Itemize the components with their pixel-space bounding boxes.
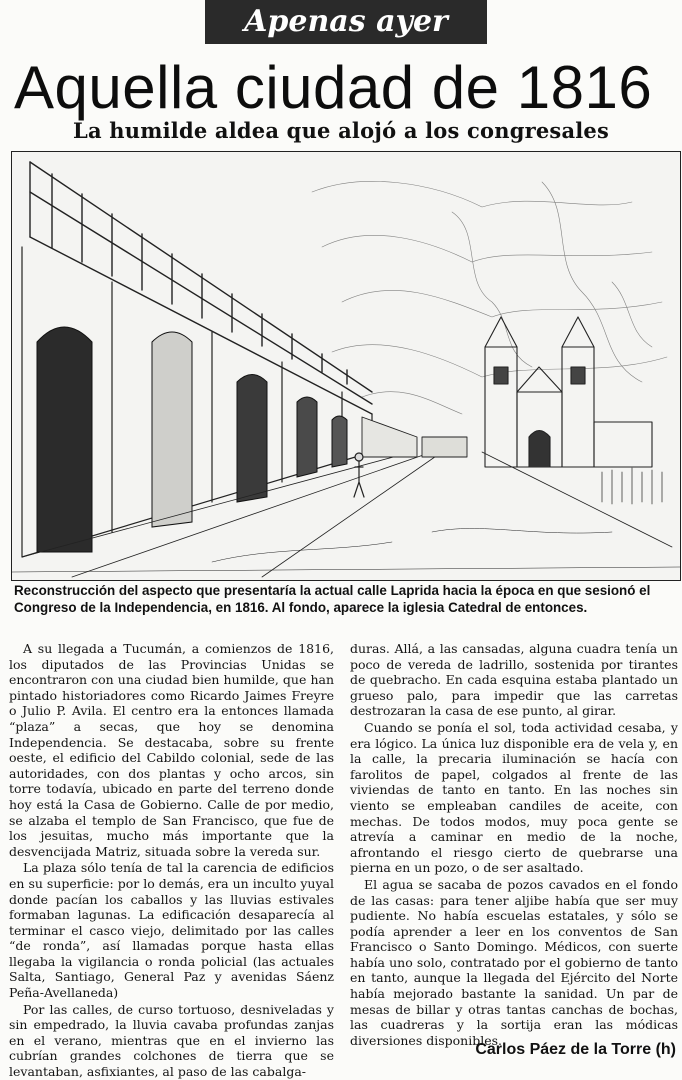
headline: Aquella ciudad de 1816 <box>14 54 653 121</box>
image-caption: Reconstrucción del aspecto que presentaría la actual calle Laprida hacia la época en que sesionó el Congreso de la Independencia, en 1816. Al fondo, aparece la iglesia Catedral de entonces. <box>14 583 651 615</box>
author-byline: Carlos Páez de la Torre (h) <box>475 1041 676 1058</box>
paragraph: Por las calles, de curso tortuoso, desniveladas y sin empedrado, la lluvia cavaba profundas zanjas en el verano, mientras que en el invierno las cubrían grandes colchones de tierra que se levantaban, asfixiantes, al paso de las cabalga- <box>9 1001 334 1080</box>
roadside-vegetation <box>602 468 662 504</box>
paragraph: A su llegada a Tucumán, a comienzos de 1816, los diputados de las Provincias Unidas se encontraron con una ciudad bien humilde, que han pintado historiadores como Ricardo Jaimes Freyre o Julio P. Avila. El centro era la entonces llamada “plaza” a secas, que hoy se denomina Independencia. Se destacaba, sobre su frente oeste, el edificio del Cabildo colonial, sede de las autoridades, con dos plantas y ocho arcos, sin torre todavía, ubicado en parte del terreno donde hoy está la Casa de Gobierno. Calle de por medio, se alzaba el templo de San Francisco, que fue de los jesuitas, mucho más importante que la desvencijada Matriz, situada sobre la vereda sur. <box>9 641 334 859</box>
article-column-left <box>9 641 334 1080</box>
cathedral <box>485 317 652 467</box>
sky-clouds <box>312 181 667 414</box>
paragraph: duras. Allá, a las cansadas, alguna cuadra tenía un poco de vereda de ladrillo, sostenida por tirantes de quebracho. En cada esquina estaba plantado un grueso palo, para impedir que las carretas destrozaran la casa de ese punto, al girar. <box>350 641 678 719</box>
distant-buildings <box>362 417 467 457</box>
street-illustration <box>11 151 681 581</box>
colonial-doors <box>37 327 347 552</box>
paragraph: La plaza sólo tenía de tal la carencia de edificios en su superficie: por lo demás, era un inculto yuyal donde pacían los caballos y las lluvias estivales formaban lagunas. La edificación desaparecía al terminar el casco viejo, delimitado por las calles “de ronda”, así llamadas porque hasta ellas llegaba la vigilancia o ronda policial (las actuales Salta, Santiago, General Paz y avenidas Sáenz Peña-Avellaneda) <box>9 860 334 1001</box>
paragraph: El agua se sacaba de pozos cavados en el fondo de las casas: para tener aljibe había que ser muy pudiente. No había escuelas estatales, y sólo se podía aprender a leer en los conventos de San Francisco o Santo Domingo. Médicos, con suerte había uno solo, contratado por el gobierno de tanto en tanto, aunque la llegada del Ejército del Norte había mejorado bastante la sanidad. Un par de mesas de billar y otras tantas canchas de bochas, las cuadreras y la sortija eran las módicas diversiones disponibles. <box>350 876 678 1048</box>
subheadline: La humilde aldea que alojó a los congresales <box>72 118 610 143</box>
pedestrian-figure <box>354 453 364 497</box>
paragraph: Cuando se ponía el sol, toda actividad cesaba, y era lógico. La única luz disponible era de vela y, en la calle, la precaria iluminación se hacía con farolitos de papel, colgados al frente de las viviendas de tanto en tanto. En las noches sin viento se empleaban candiles de aceite, con mechas. De todos modos, muy poca gente se atrevía a caminar en medio de la noche, afrontando el riesgo cierto de quebrarse una pierna en un pozo, o de ser asaltado. <box>350 719 678 876</box>
section-banner: Apenas ayer <box>205 0 487 44</box>
article-column-right <box>350 641 678 1048</box>
colonial-street-sketch <box>12 152 680 580</box>
